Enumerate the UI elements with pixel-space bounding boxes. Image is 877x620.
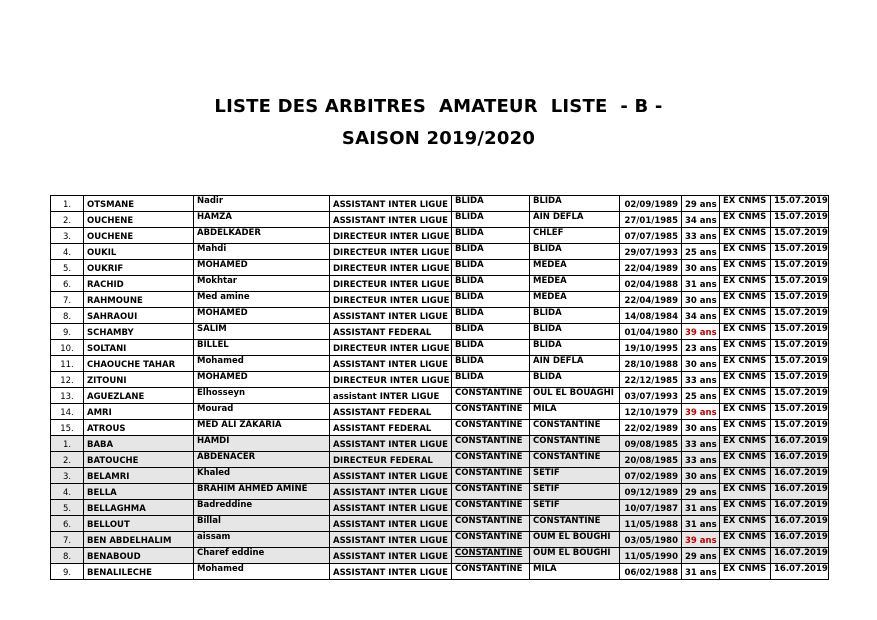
first-name-cell: Mahdi — [194, 244, 330, 260]
validation-date-cell: 16.07.2019 — [771, 564, 829, 580]
league-cell: BLIDA — [452, 340, 530, 356]
last-name-cell: RACHID — [84, 276, 194, 292]
row-number: 7. — [51, 532, 84, 548]
last-name-cell: BENABOUD — [84, 548, 194, 564]
function-cell: ASSISTANT INTER LIGUE — [330, 212, 452, 228]
function-cell: ASSISTANT INTER LIGUE — [330, 308, 452, 324]
birth-date-cell: 07/07/1985 — [620, 228, 682, 244]
birth-date-cell: 09/12/1989 — [620, 484, 682, 500]
last-name-cell: SOLTANI — [84, 340, 194, 356]
function-cell: ASSISTANT INTER LIGUE — [330, 548, 452, 564]
row-number: 10. — [51, 340, 84, 356]
validation-date-cell: 16.07.2019 — [771, 500, 829, 516]
last-name-cell: CHAOUCHE TAHAR — [84, 356, 194, 372]
age-cell: 39 ans — [682, 324, 720, 340]
last-name-cell: OUKRIF — [84, 260, 194, 276]
table-row — [51, 260, 829, 276]
function-cell: ASSISTANT FEDERAL — [330, 404, 452, 420]
cnms-cell: EX CNMS — [720, 452, 771, 468]
birth-date-cell: 12/10/1979 — [620, 404, 682, 420]
league-cell: CONSTANTINE — [452, 468, 530, 484]
row-number: 1. — [51, 436, 84, 452]
validation-date-cell: 15.07.2019 — [771, 420, 829, 436]
first-name-cell: BRAHIM AHMED AMINE — [194, 484, 330, 500]
first-name-cell: Khaled — [194, 468, 330, 484]
row-number: 9. — [51, 324, 84, 340]
age-cell: 33 ans — [682, 452, 720, 468]
city-cell: AIN DEFLA — [530, 356, 620, 372]
row-number: 3. — [51, 228, 84, 244]
first-name-cell: SALIM — [194, 324, 330, 340]
last-name-cell: BELLOUT — [84, 516, 194, 532]
age-cell: 23 ans — [682, 340, 720, 356]
table-row — [51, 292, 829, 308]
age-cell: 25 ans — [682, 388, 720, 404]
city-cell: MEDEA — [530, 260, 620, 276]
last-name-cell: OUCHENE — [84, 228, 194, 244]
row-number: 15. — [51, 420, 84, 436]
last-name-cell: BENALILECHE — [84, 564, 194, 580]
league-cell: BLIDA — [452, 212, 530, 228]
row-number: 6. — [51, 276, 84, 292]
league-cell: CONSTANTINE — [452, 564, 530, 580]
first-name-cell: Mokhtar — [194, 276, 330, 292]
city-cell: MEDEA — [530, 292, 620, 308]
cnms-cell: EX CNMS — [720, 500, 771, 516]
age-cell: 31 ans — [682, 564, 720, 580]
age-cell: 39 ans — [682, 404, 720, 420]
cnms-cell: EX CNMS — [720, 420, 771, 436]
last-name-cell: SCHAMBY — [84, 324, 194, 340]
city-cell: BLIDA — [530, 244, 620, 260]
birth-date-cell: 22/12/1985 — [620, 372, 682, 388]
last-name-cell: AGUEZLANE — [84, 388, 194, 404]
birth-date-cell: 09/08/1985 — [620, 436, 682, 452]
city-cell: CHLEF — [530, 228, 620, 244]
function-cell: DIRECTEUR FEDERAL — [330, 452, 452, 468]
cnms-cell: EX CNMS — [720, 324, 771, 340]
cnms-cell: EX CNMS — [720, 404, 771, 420]
function-cell: ASSISTANT INTER LIGUE — [330, 564, 452, 580]
last-name-cell: BELAMRI — [84, 468, 194, 484]
cnms-cell: EX CNMS — [720, 260, 771, 276]
validation-date-cell: 15.07.2019 — [771, 324, 829, 340]
age-cell: 30 ans — [682, 356, 720, 372]
birth-date-cell: 19/10/1995 — [620, 340, 682, 356]
table-row — [51, 356, 829, 372]
first-name-cell: MED ALI ZAKARIA — [194, 420, 330, 436]
age-cell: 33 ans — [682, 436, 720, 452]
birth-date-cell: 11/05/1990 — [620, 548, 682, 564]
league-cell: CONSTANTINE — [452, 516, 530, 532]
function-cell: ASSISTANT FEDERAL — [330, 420, 452, 436]
league-cell: BLIDA — [452, 356, 530, 372]
function-cell: ASSISTANT INTER LIGUE — [330, 356, 452, 372]
row-number: 2. — [51, 452, 84, 468]
league-cell: BLIDA — [452, 324, 530, 340]
season-subtitle: SAISON 2019/2020 — [341, 128, 536, 149]
table-row — [51, 564, 829, 580]
age-cell: 30 ans — [682, 292, 720, 308]
validation-date-cell: 15.07.2019 — [771, 212, 829, 228]
cnms-cell: EX CNMS — [720, 388, 771, 404]
city-cell: CONSTANTINE — [530, 436, 620, 452]
age-cell: 30 ans — [682, 468, 720, 484]
function-cell: DIRECTEUR INTER LIGUE — [330, 228, 452, 244]
last-name-cell: AMRI — [84, 404, 194, 420]
league-cell: BLIDA — [452, 372, 530, 388]
row-number: 8. — [51, 308, 84, 324]
cnms-cell: EX CNMS — [720, 484, 771, 500]
function-cell: ASSISTANT INTER LIGUE — [330, 468, 452, 484]
document-title: LISTE DES ARBITRES AMATEUR LISTE - B - — [214, 96, 663, 117]
validation-date-cell: 16.07.2019 — [771, 436, 829, 452]
cnms-cell: EX CNMS — [720, 244, 771, 260]
row-number: 6. — [51, 516, 84, 532]
table-row — [51, 388, 829, 404]
table-row — [51, 324, 829, 340]
last-name-cell: RAHMOUNE — [84, 292, 194, 308]
row-number: 1. — [51, 196, 84, 212]
function-cell: DIRECTEUR INTER LIGUE — [330, 260, 452, 276]
validation-date-cell: 15.07.2019 — [771, 308, 829, 324]
city-cell: BLIDA — [530, 324, 620, 340]
city-cell: OUM EL BOUGHI — [530, 532, 620, 548]
cnms-cell: EX CNMS — [720, 564, 771, 580]
city-cell: SETIF — [530, 500, 620, 516]
last-name-cell: SAHRAOUI — [84, 308, 194, 324]
league-cell: BLIDA — [452, 292, 530, 308]
city-cell: SETIF — [530, 468, 620, 484]
city-cell: SETIF — [530, 484, 620, 500]
validation-date-cell: 15.07.2019 — [771, 388, 829, 404]
cnms-cell: EX CNMS — [720, 356, 771, 372]
city-cell: BLIDA — [530, 340, 620, 356]
age-cell: 31 ans — [682, 500, 720, 516]
league-cell: CONSTANTINE — [452, 420, 530, 436]
birth-date-cell: 02/09/1989 — [620, 196, 682, 212]
row-number: 14. — [51, 404, 84, 420]
birth-date-cell: 02/04/1988 — [620, 276, 682, 292]
last-name-cell: OUKIL — [84, 244, 194, 260]
row-number: 5. — [51, 260, 84, 276]
age-cell: 31 ans — [682, 516, 720, 532]
table-row — [51, 276, 829, 292]
league-cell: BLIDA — [452, 228, 530, 244]
last-name-cell: BELLA — [84, 484, 194, 500]
age-cell: 30 ans — [682, 420, 720, 436]
row-number: 2. — [51, 212, 84, 228]
validation-date-cell: 15.07.2019 — [771, 244, 829, 260]
table-row — [51, 532, 829, 548]
city-cell: BLIDA — [530, 372, 620, 388]
function-cell: ASSISTANT INTER LIGUE — [330, 484, 452, 500]
first-name-cell: ABDENACER — [194, 452, 330, 468]
function-cell: ASSISTANT INTER LIGUE — [330, 196, 452, 212]
league-cell: BLIDA — [452, 260, 530, 276]
table-row — [51, 420, 829, 436]
validation-date-cell: 16.07.2019 — [771, 548, 829, 564]
function-cell: ASSISTANT INTER LIGUE — [330, 436, 452, 452]
last-name-cell: ATROUS — [84, 420, 194, 436]
last-name-cell: OUCHENE — [84, 212, 194, 228]
birth-date-cell: 20/08/1985 — [620, 452, 682, 468]
first-name-cell: Charef eddine — [194, 548, 330, 564]
function-cell: DIRECTEUR INTER LIGUE — [330, 372, 452, 388]
table-row — [51, 308, 829, 324]
row-number: 8. — [51, 548, 84, 564]
table-row — [51, 468, 829, 484]
city-cell: OUL EL BOUAGHI — [530, 388, 620, 404]
function-cell: ASSISTANT INTER LIGUE — [330, 532, 452, 548]
league-cell: CONSTANTINE — [452, 404, 530, 420]
last-name-cell: BABA — [84, 436, 194, 452]
age-cell: 34 ans — [682, 308, 720, 324]
birth-date-cell: 11/05/1988 — [620, 516, 682, 532]
validation-date-cell: 15.07.2019 — [771, 228, 829, 244]
row-number: 4. — [51, 244, 84, 260]
city-cell: CONSTANTINE — [530, 452, 620, 468]
birth-date-cell: 22/02/1989 — [620, 420, 682, 436]
first-name-cell: Med amine — [194, 292, 330, 308]
validation-date-cell: 15.07.2019 — [771, 404, 829, 420]
league-cell: CONSTANTINE — [452, 548, 530, 564]
age-cell: 33 ans — [682, 228, 720, 244]
birth-date-cell: 22/04/1989 — [620, 292, 682, 308]
age-cell: 34 ans — [682, 212, 720, 228]
cnms-cell: EX CNMS — [720, 516, 771, 532]
cnms-cell: EX CNMS — [720, 212, 771, 228]
birth-date-cell: 01/04/1980 — [620, 324, 682, 340]
validation-date-cell: 16.07.2019 — [771, 452, 829, 468]
last-name-cell: BATOUCHE — [84, 452, 194, 468]
first-name-cell: MOHAMED — [194, 372, 330, 388]
function-cell: ASSISTANT INTER LIGUE — [330, 516, 452, 532]
row-number: 13. — [51, 388, 84, 404]
cnms-cell: EX CNMS — [720, 468, 771, 484]
first-name-cell: MOHAMED — [194, 260, 330, 276]
table-row — [51, 372, 829, 388]
league-cell: CONSTANTINE — [452, 436, 530, 452]
league-cell: CONSTANTINE — [452, 388, 530, 404]
birth-date-cell: 10/07/1987 — [620, 500, 682, 516]
table-row — [51, 340, 829, 356]
last-name-cell: ZITOUNI — [84, 372, 194, 388]
city-cell: MILA — [530, 404, 620, 420]
league-cell: BLIDA — [452, 308, 530, 324]
table-row — [51, 212, 829, 228]
referees-table — [50, 195, 829, 580]
age-cell: 29 ans — [682, 548, 720, 564]
first-name-cell: Elhosseyn — [194, 388, 330, 404]
birth-date-cell: 03/05/1980 — [620, 532, 682, 548]
age-cell: 31 ans — [682, 276, 720, 292]
first-name-cell: HAMDI — [194, 436, 330, 452]
validation-date-cell: 15.07.2019 — [771, 276, 829, 292]
birth-date-cell: 06/02/1988 — [620, 564, 682, 580]
table-row — [51, 196, 829, 212]
row-number: 7. — [51, 292, 84, 308]
function-cell: DIRECTEUR INTER LIGUE — [330, 340, 452, 356]
validation-date-cell: 15.07.2019 — [771, 372, 829, 388]
age-cell: 25 ans — [682, 244, 720, 260]
validation-date-cell: 16.07.2019 — [771, 484, 829, 500]
table-row — [51, 500, 829, 516]
cnms-cell: EX CNMS — [720, 548, 771, 564]
league-cell: BLIDA — [452, 276, 530, 292]
cnms-cell: EX CNMS — [720, 196, 771, 212]
age-cell: 30 ans — [682, 260, 720, 276]
row-number: 12. — [51, 372, 84, 388]
function-cell: DIRECTEUR INTER LIGUE — [330, 292, 452, 308]
birth-date-cell: 07/02/1989 — [620, 468, 682, 484]
birth-date-cell: 27/01/1985 — [620, 212, 682, 228]
city-cell: OUM EL BOUGHI — [530, 548, 620, 564]
city-cell: MEDEA — [530, 276, 620, 292]
city-cell: BLIDA — [530, 308, 620, 324]
first-name-cell: ABDELKADER — [194, 228, 330, 244]
city-cell: MILA — [530, 564, 620, 580]
table-row — [51, 436, 829, 452]
league-cell: BLIDA — [452, 244, 530, 260]
validation-date-cell: 15.07.2019 — [771, 260, 829, 276]
first-name-cell: aissam — [194, 532, 330, 548]
validation-date-cell: 16.07.2019 — [771, 532, 829, 548]
city-cell: CONSTANTINE — [530, 420, 620, 436]
validation-date-cell: 15.07.2019 — [771, 356, 829, 372]
last-name-cell: OTSMANE — [84, 196, 194, 212]
table-body — [51, 196, 829, 580]
row-number: 4. — [51, 484, 84, 500]
city-cell: CONSTANTINE — [530, 516, 620, 532]
cnms-cell: EX CNMS — [720, 228, 771, 244]
row-number: 5. — [51, 500, 84, 516]
city-cell: AIN DEFLA — [530, 212, 620, 228]
age-cell: 29 ans — [682, 196, 720, 212]
birth-date-cell: 22/04/1989 — [620, 260, 682, 276]
first-name-cell: BILLEL — [194, 340, 330, 356]
league-cell: BLIDA — [452, 196, 530, 212]
cnms-cell: EX CNMS — [720, 372, 771, 388]
function-cell: DIRECTEUR INTER LIGUE — [330, 276, 452, 292]
first-name-cell: Mourad — [194, 404, 330, 420]
row-number: 3. — [51, 468, 84, 484]
function-cell: ASSISTANT INTER LIGUE — [330, 500, 452, 516]
city-cell: BLIDA — [530, 196, 620, 212]
first-name-cell: MOHAMED — [194, 308, 330, 324]
cnms-cell: EX CNMS — [720, 436, 771, 452]
birth-date-cell: 29/07/1993 — [620, 244, 682, 260]
league-cell: CONSTANTINE — [452, 452, 530, 468]
cnms-cell: EX CNMS — [720, 340, 771, 356]
validation-date-cell: 16.07.2019 — [771, 516, 829, 532]
cnms-cell: EX CNMS — [720, 308, 771, 324]
function-cell: DIRECTEUR INTER LIGUE — [330, 244, 452, 260]
table-row — [51, 228, 829, 244]
birth-date-cell: 03/07/1993 — [620, 388, 682, 404]
first-name-cell: Billal — [194, 516, 330, 532]
validation-date-cell: 15.07.2019 — [771, 340, 829, 356]
cnms-cell: EX CNMS — [720, 292, 771, 308]
table-row — [51, 484, 829, 500]
function-cell: ASSISTANT FEDERAL — [330, 324, 452, 340]
table-row — [51, 452, 829, 468]
validation-date-cell: 15.07.2019 — [771, 196, 829, 212]
validation-date-cell: 15.07.2019 — [771, 292, 829, 308]
age-cell: 29 ans — [682, 484, 720, 500]
last-name-cell: BEN ABDELHALIM — [84, 532, 194, 548]
first-name-cell: HAMZA — [194, 212, 330, 228]
validation-date-cell: 16.07.2019 — [771, 468, 829, 484]
league-cell: CONSTANTINE — [452, 500, 530, 516]
league-cell: CONSTANTINE — [452, 484, 530, 500]
last-name-cell: BELLAGHMA — [84, 500, 194, 516]
row-number: 11. — [51, 356, 84, 372]
birth-date-cell: 28/10/1988 — [620, 356, 682, 372]
cnms-cell: EX CNMS — [720, 276, 771, 292]
table-row — [51, 516, 829, 532]
table-row — [51, 548, 829, 564]
row-number: 9. — [51, 564, 84, 580]
first-name-cell: Badreddine — [194, 500, 330, 516]
function-cell: assistant INTER LIGUE — [330, 388, 452, 404]
league-cell: CONSTANTINE — [452, 532, 530, 548]
birth-date-cell: 14/08/1984 — [620, 308, 682, 324]
table-row — [51, 404, 829, 420]
first-name-cell: Mohamed — [194, 564, 330, 580]
first-name-cell: Nadir — [194, 196, 330, 212]
first-name-cell: Mohamed — [194, 356, 330, 372]
age-cell: 39 ans — [682, 532, 720, 548]
age-cell: 33 ans — [682, 372, 720, 388]
table-row — [51, 244, 829, 260]
cnms-cell: EX CNMS — [720, 532, 771, 548]
